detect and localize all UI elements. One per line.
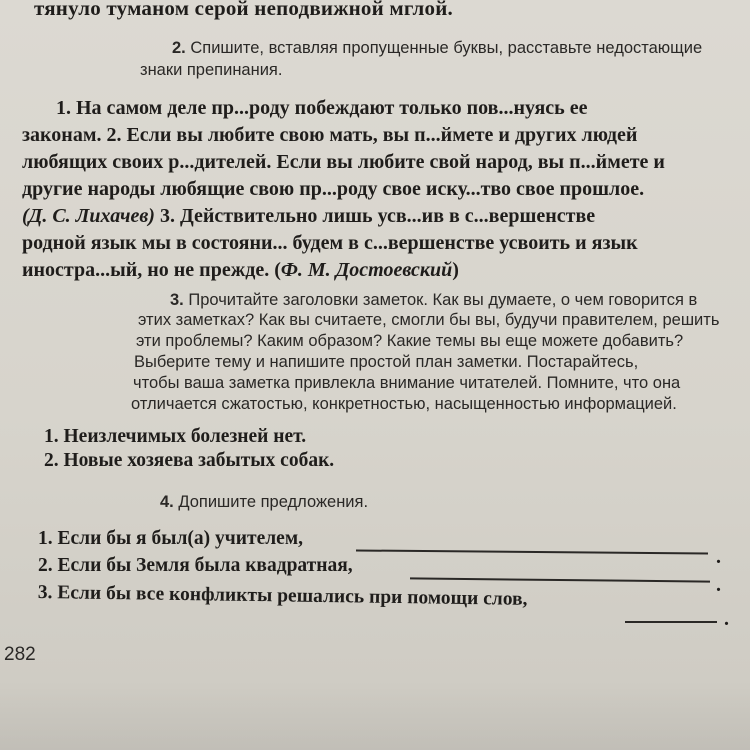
task-2-title xyxy=(172,38,702,58)
task-2-line-5-text: 3. Действительно лишь усв...ив в с...вершенстве xyxy=(154,205,596,227)
fill-in-sentence-1 xyxy=(38,528,303,550)
task-2-line-6: родной язык мы в состояни... будем в с...вершенстве усвоить и язык xyxy=(22,232,638,254)
task-2-title-line-2: знаки препинания. xyxy=(140,61,283,79)
task-3-line-3: эти проблемы? Каким образом? Какие темы вы еще можете добавить? xyxy=(136,332,684,350)
fill-in-sentence-3 xyxy=(38,582,528,611)
task-3-line-5: чтобы ваша заметка привлекла внимание читателей. Помните, что она xyxy=(133,374,681,392)
headline-item: 1. Неизлечимых болезней нет. xyxy=(44,426,307,447)
task-3-number: 3. xyxy=(170,291,184,309)
sentence-2-text: 2. Если бы Земля была квадратная, xyxy=(38,555,353,576)
answer-blank-1[interactable] xyxy=(356,549,708,554)
end-period-2: . xyxy=(716,574,721,596)
task-2-line-2: законам. 2. Если вы любите свою мать, вы п...ймете и других людей xyxy=(22,124,638,146)
answer-blank-2[interactable] xyxy=(410,577,710,582)
end-period-1: . xyxy=(716,546,721,568)
author-dostoevsky: Ф. М. Достоевский xyxy=(280,259,453,281)
task-3-line-2: этих заметках? Как вы считаете, смогли бы вы, будучи правителем, решить xyxy=(138,311,720,329)
task-4-number: 4. xyxy=(160,493,174,511)
author-likhachev: (Д. С. Лихачев) xyxy=(22,205,155,227)
task-2-line-4: другие народы любящие свою пр...роду свое иску...тво свое прошлое. xyxy=(22,178,645,200)
sentence-3-text: 3. Если бы все конфликты решались при помощи слов, xyxy=(37,582,528,610)
end-period-3: . xyxy=(724,608,729,630)
task-2-line-1: 1. На самом деле пр...роду побеждают только пов...нуясь ее xyxy=(56,97,588,119)
fill-in-sentence-2 xyxy=(38,555,353,577)
task-4-title-text: Допишите предложения. xyxy=(173,493,369,511)
answer-blank-3[interactable] xyxy=(625,621,717,623)
task-3-line-1 xyxy=(170,290,697,310)
headline-item: 2. Новые хозяева забытых собак. xyxy=(44,450,335,471)
sentence-1-text: 1. Если бы я был(а) учителем, xyxy=(38,528,303,549)
task-3-line-1-text: Прочитайте заголовки заметок. Как вы думаете, о чем говорится в xyxy=(183,291,698,309)
task-2-line-3: любящих своих р...дителей. Если вы любите свой народ, вы п...ймете и xyxy=(22,151,665,173)
task-2-line-7-end: ) xyxy=(452,259,459,281)
task-3-line-4: Выберите тему и напишите простой план заметки. Постарайтесь, xyxy=(134,353,639,371)
task-2-title-line-1: Спишите, вставляя пропущенные буквы, расставьте недостающие xyxy=(185,39,703,57)
page-shadow xyxy=(0,680,750,750)
task-3-line-6: отличается сжатостью, конкретностью, насыщенностью информацией. xyxy=(131,395,677,413)
task-4-title xyxy=(160,492,368,512)
task-2-line-7 xyxy=(22,257,727,284)
task-2-line-5 xyxy=(22,203,727,230)
task-2-text xyxy=(22,95,727,284)
previous-text-line: тянуло туманом серой неподвижной мглой. xyxy=(34,0,453,20)
task-2-line-7-text: иностра...ый, но не прежде. ( xyxy=(22,259,281,281)
task-2-number: 2. xyxy=(172,39,186,57)
page-number: 282 xyxy=(4,644,36,665)
task-3-headlines xyxy=(44,425,334,473)
